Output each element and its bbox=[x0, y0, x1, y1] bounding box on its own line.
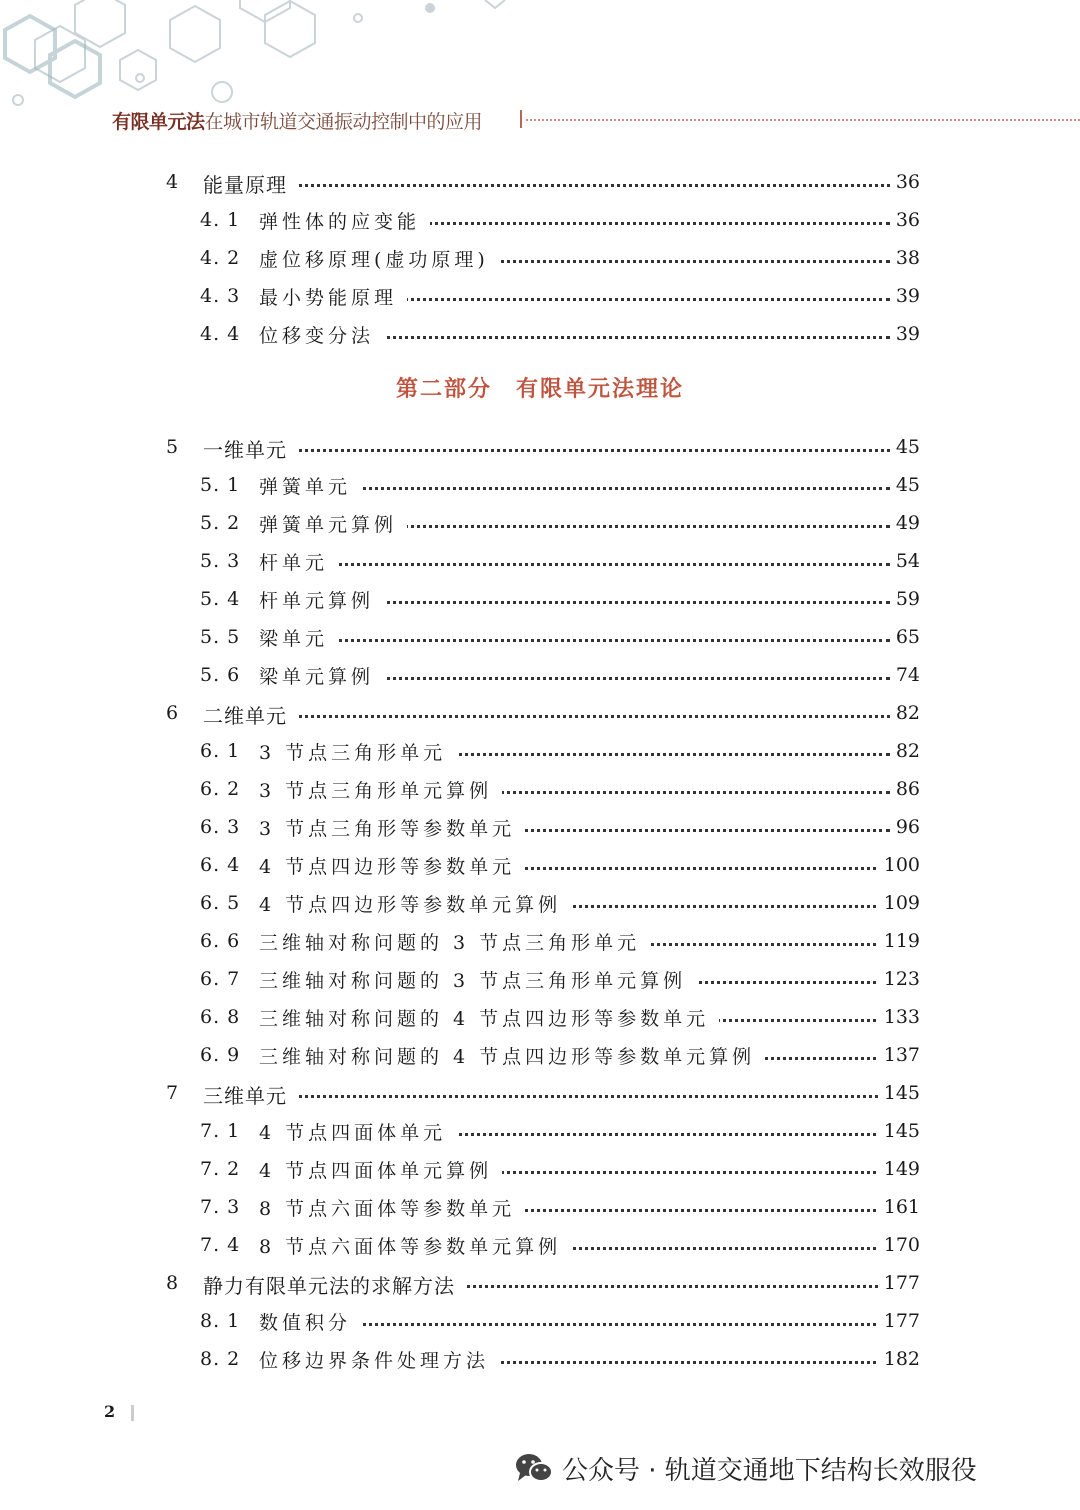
toc-page-number: 149 bbox=[878, 1158, 920, 1180]
toc-section-row[interactable] bbox=[0, 1340, 1080, 1378]
toc-section-row[interactable] bbox=[0, 960, 1080, 998]
toc-entry-title: 二维单元 bbox=[203, 700, 297, 729]
toc-entry-number: 5. 6 bbox=[200, 664, 241, 686]
toc-page-number: 54 bbox=[890, 550, 920, 572]
toc-entry-title: 4 节点四面体单元 bbox=[259, 1118, 456, 1145]
toc-section-row[interactable] bbox=[0, 884, 1080, 922]
toc-page-number: 36 bbox=[890, 171, 920, 193]
toc-page-number: 137 bbox=[878, 1044, 920, 1066]
toc-section-row[interactable] bbox=[0, 239, 1080, 277]
toc-page-number: 177 bbox=[878, 1272, 920, 1294]
toc-entry-title: 一维单元 bbox=[203, 434, 297, 463]
toc-section-row[interactable] bbox=[0, 1112, 1080, 1150]
toc-entry-title: 三维轴对称问题的 4 节点四边形等参数单元算例 bbox=[259, 1042, 765, 1069]
toc-section-row[interactable] bbox=[0, 201, 1080, 239]
watermark-text: 公众号 · 轨道交通地下结构长效服役 bbox=[562, 1455, 977, 1486]
toc-entry-title: 弹性体的应变能 bbox=[259, 207, 430, 234]
page-number-bar bbox=[131, 1405, 134, 1421]
toc-section-row[interactable] bbox=[0, 1188, 1080, 1226]
toc-section-row[interactable] bbox=[0, 656, 1080, 694]
toc-entry-number: 6 bbox=[166, 702, 180, 724]
toc-section-row[interactable] bbox=[0, 922, 1080, 960]
toc-page-number: 100 bbox=[878, 854, 920, 876]
toc-chapter-row[interactable] bbox=[0, 694, 1080, 732]
toc-entry-title: 3 节点三角形单元算例 bbox=[259, 776, 502, 803]
toc-entry-number: 5. 1 bbox=[200, 474, 241, 496]
toc-page-number: 39 bbox=[890, 323, 920, 345]
toc-section-row[interactable] bbox=[0, 315, 1080, 353]
toc-leader-dots bbox=[210, 449, 890, 452]
toc-leader-dots bbox=[210, 184, 890, 187]
toc-entry-number: 6. 5 bbox=[200, 892, 241, 914]
toc-entry-title: 4 节点四边形等参数单元 bbox=[259, 852, 525, 879]
toc-section-row[interactable] bbox=[0, 770, 1080, 808]
toc-leader-dots bbox=[260, 639, 890, 642]
toc-page-number: 96 bbox=[890, 816, 920, 838]
toc-entry-number: 7. 2 bbox=[200, 1158, 241, 1180]
toc-chapter-row[interactable] bbox=[0, 163, 1080, 201]
book-title-rest: 在城市轨道交通振动控制中的应用 bbox=[204, 111, 483, 133]
toc-section-row[interactable] bbox=[0, 1302, 1080, 1340]
toc-page-number: 65 bbox=[890, 626, 920, 648]
toc-page-number: 161 bbox=[878, 1196, 920, 1218]
toc-entry-number: 7. 4 bbox=[200, 1234, 241, 1256]
toc-leader-dots bbox=[210, 715, 890, 718]
toc-page-number: 39 bbox=[890, 285, 920, 307]
toc-page-number: 123 bbox=[878, 968, 920, 990]
toc-entry-number: 8. 1 bbox=[200, 1310, 241, 1332]
toc-entry-title: 位移边界条件处理方法 bbox=[259, 1346, 499, 1373]
toc-entry-number: 8. 2 bbox=[200, 1348, 241, 1370]
toc-leader-dots bbox=[210, 1095, 890, 1098]
toc-section-row[interactable] bbox=[0, 542, 1080, 580]
toc-entry-number: 7. 1 bbox=[200, 1120, 241, 1142]
page-number: 2 bbox=[104, 1402, 116, 1421]
header-divider bbox=[520, 110, 522, 128]
toc-section-row[interactable] bbox=[0, 846, 1080, 884]
toc-entry-number: 4. 2 bbox=[200, 247, 241, 269]
toc-page-number: 145 bbox=[878, 1120, 920, 1142]
toc-page-number: 36 bbox=[890, 209, 920, 231]
toc-page-number: 182 bbox=[878, 1348, 920, 1370]
toc-entry-title: 虚位移原理(虚功原理) bbox=[259, 245, 499, 272]
toc-page-number: 38 bbox=[890, 247, 920, 269]
toc-entry-title: 三维轴对称问题的 3 节点三角形单元 bbox=[259, 928, 650, 955]
toc-entry-title: 3 节点三角形等参数单元 bbox=[259, 814, 525, 841]
toc-entry-title: 梁单元算例 bbox=[259, 662, 384, 689]
toc-section-row[interactable] bbox=[0, 618, 1080, 656]
toc-entry-number: 6. 4 bbox=[200, 854, 241, 876]
toc-section-row[interactable] bbox=[0, 808, 1080, 846]
toc-entry-number: 6. 7 bbox=[200, 968, 241, 990]
toc-entry-number: 5. 4 bbox=[200, 588, 241, 610]
toc-entry-number: 8 bbox=[166, 1272, 180, 1294]
toc-chapter-row[interactable] bbox=[0, 428, 1080, 466]
toc-entry-number: 6. 1 bbox=[200, 740, 241, 762]
toc-entry-title: 能量原理 bbox=[203, 169, 297, 198]
toc-entry-number: 4 bbox=[166, 171, 180, 193]
toc-entry-number: 6. 8 bbox=[200, 1006, 241, 1028]
toc-entry-number: 7. 3 bbox=[200, 1196, 241, 1218]
toc-entry-number: 5 bbox=[166, 436, 180, 458]
toc-entry-number: 5. 2 bbox=[200, 512, 241, 534]
toc-entry-title: 4 节点四边形等参数单元算例 bbox=[259, 890, 571, 917]
header-dotted-rule bbox=[526, 119, 1080, 121]
toc-entry-title: 4 节点四面体单元算例 bbox=[259, 1156, 502, 1183]
toc-page-number: 119 bbox=[878, 930, 920, 952]
toc-entry-number: 6. 9 bbox=[200, 1044, 241, 1066]
toc-entry-number: 7 bbox=[166, 1082, 180, 1104]
toc-entry-title: 位移变分法 bbox=[259, 321, 384, 348]
toc-page-number: 45 bbox=[890, 474, 920, 496]
toc-page-number: 177 bbox=[878, 1310, 920, 1332]
toc-entry-number: 6. 3 bbox=[200, 816, 241, 838]
wechat-icon bbox=[514, 1451, 554, 1485]
toc-entry-title: 三维轴对称问题的 4 节点四边形等参数单元 bbox=[259, 1004, 719, 1031]
book-title-bold: 有限单元法 bbox=[112, 111, 205, 133]
toc-page-number: 145 bbox=[878, 1082, 920, 1104]
toc-chapter-row[interactable] bbox=[0, 1074, 1080, 1112]
toc-entry-title: 静力有限单元法的求解方法 bbox=[203, 1270, 465, 1299]
toc-page-number: 49 bbox=[890, 512, 920, 534]
toc-page-number: 74 bbox=[890, 664, 920, 686]
watermark bbox=[514, 1448, 977, 1488]
toc-leader-dots bbox=[260, 563, 890, 566]
toc-page-number: 59 bbox=[890, 588, 920, 610]
toc-page-number: 45 bbox=[890, 436, 920, 458]
toc-page-number: 109 bbox=[878, 892, 920, 914]
toc-entry-number: 5. 5 bbox=[200, 626, 241, 648]
toc-entry-title: 最小势能原理 bbox=[259, 283, 407, 310]
part-heading: 第二部分 有限单元法理论 bbox=[395, 377, 684, 402]
toc-entry-title: 8 节点六面体等参数单元 bbox=[259, 1194, 525, 1221]
toc-entry-title: 三维轴对称问题的 3 节点三角形单元算例 bbox=[259, 966, 696, 993]
toc-section-row[interactable] bbox=[0, 1036, 1080, 1074]
toc-entry-title: 数值积分 bbox=[259, 1308, 361, 1335]
toc-section-row[interactable] bbox=[0, 466, 1080, 504]
toc-entry-number: 4. 1 bbox=[200, 209, 241, 231]
toc-section-row[interactable] bbox=[0, 580, 1080, 618]
toc-page-number: 82 bbox=[890, 702, 920, 724]
toc-entry-number: 6. 2 bbox=[200, 778, 241, 800]
toc-entry-title: 3 节点三角形单元 bbox=[259, 738, 456, 765]
toc-entry-title: 梁单元 bbox=[259, 624, 338, 651]
toc-section-row[interactable] bbox=[0, 1150, 1080, 1188]
toc-page-number: 133 bbox=[878, 1006, 920, 1028]
toc-entry-title: 弹簧单元 bbox=[259, 472, 361, 499]
hexagon-decoration bbox=[0, 0, 520, 110]
toc-page-number: 82 bbox=[890, 740, 920, 762]
toc-section-row[interactable] bbox=[0, 504, 1080, 542]
toc-section-row[interactable] bbox=[0, 277, 1080, 315]
toc-entry-title: 三维单元 bbox=[203, 1080, 297, 1109]
running-header bbox=[0, 100, 1080, 134]
toc-entry-number: 4. 3 bbox=[200, 285, 241, 307]
toc-entry-title: 8 节点六面体等参数单元算例 bbox=[259, 1232, 571, 1259]
toc-chapter-row[interactable] bbox=[0, 1264, 1080, 1302]
toc-entry-title: 杆单元算例 bbox=[259, 586, 384, 613]
toc-section-row[interactable] bbox=[0, 998, 1080, 1036]
toc-section-row[interactable] bbox=[0, 732, 1080, 770]
book-title bbox=[112, 107, 482, 134]
toc-page-number: 86 bbox=[890, 778, 920, 800]
toc-entry-title: 弹簧单元算例 bbox=[259, 510, 407, 537]
toc-entry-number: 4. 4 bbox=[200, 323, 241, 345]
toc-entry-number: 5. 3 bbox=[200, 550, 241, 572]
toc-section-row[interactable] bbox=[0, 1226, 1080, 1264]
toc-entry-title: 杆单元 bbox=[259, 548, 338, 575]
toc-entry-number: 6. 6 bbox=[200, 930, 241, 952]
toc-page-number: 170 bbox=[878, 1234, 920, 1256]
